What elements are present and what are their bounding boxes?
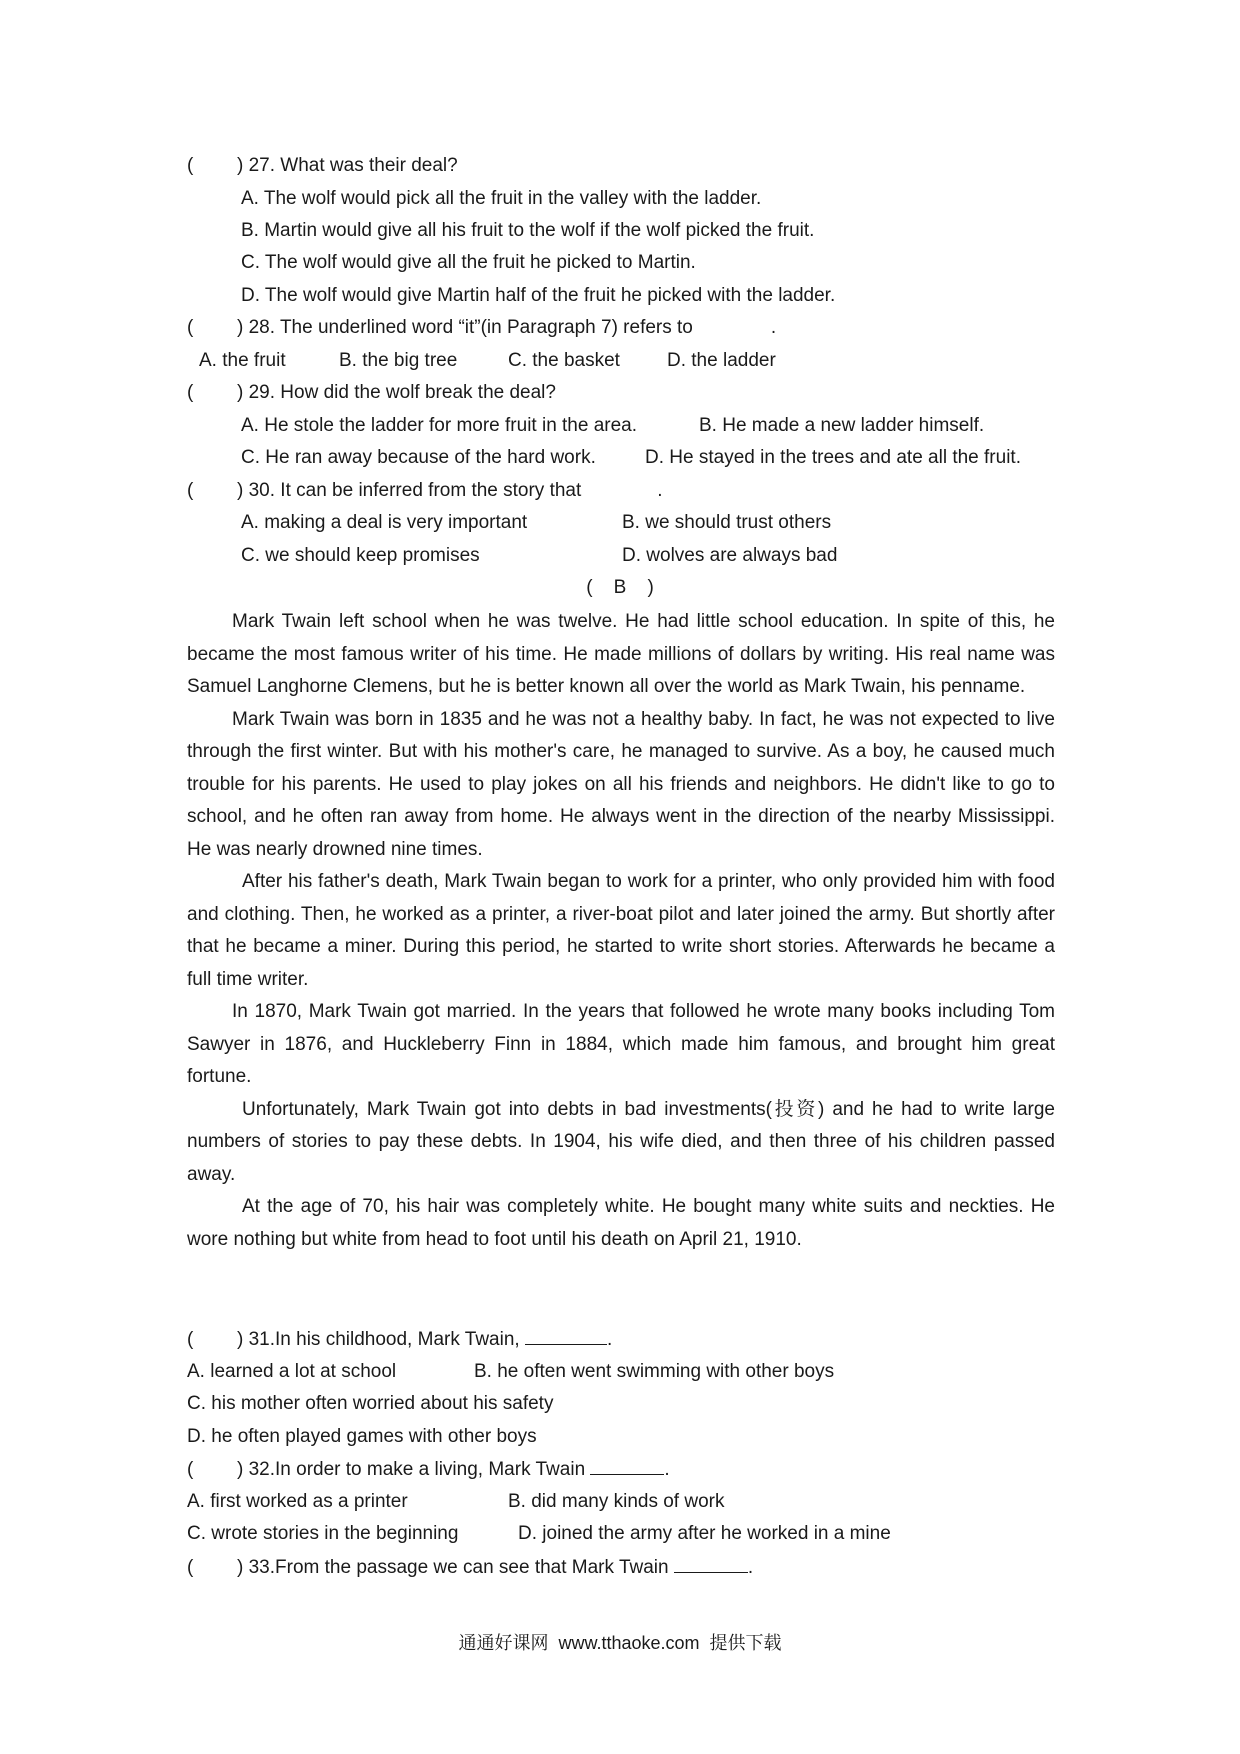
question-stem: ) 31.In his childhood, Mark Twain,: [237, 1329, 520, 1350]
option-30-d: D. wolves are always bad: [622, 545, 838, 566]
option-27-c: C. The wolf would give all the fruit he picked to Martin.: [241, 252, 696, 273]
option-29-b: B. He made a new ladder himself.: [699, 415, 985, 436]
answer-paren: (: [187, 382, 194, 403]
answer-blank[interactable]: [674, 1554, 748, 1573]
passage-paragraph-6: At the age of 70, his hair was completely white. He bought many white suits and neckties. He wore nothing but white from head to foot until his death on April 21, 1910.: [187, 1196, 1055, 1250]
passage-paragraph-2: Mark Twain was born in 1835 and he was not a healthy baby. In fact, he was not expected to live through the first winter. But with his mother's care, he managed to survive. As a boy, he caused much trouble for his parents. He used to play jokes on all his friends and neighbors. He didn't like to go to school, and he often ran away from home. He always went in the direction of the nearby Mississippi. He was nearly drowned nine times.: [187, 708, 1055, 860]
answer-paren: (: [187, 1329, 194, 1350]
question-30: [187, 478, 663, 504]
question-stem: ) 28. The underlined word “it”(in Paragraph 7) refers to: [237, 317, 693, 338]
option-28-c: C. the basket: [508, 350, 620, 371]
option-32-a: A. first worked as a printer: [187, 1491, 408, 1512]
stem-period: .: [664, 1459, 670, 1480]
question-27: [187, 153, 458, 179]
passage-paragraph-5: Unfortunately, Mark Twain got into debts in bad investments(投资) and he had to write large numbers of stories to pay these debts. In 1904, his wife died, and then three of his children passed away.: [187, 1098, 1055, 1185]
section-heading-b: ( B ): [586, 577, 654, 598]
option-30-c: C. we should keep promises: [241, 545, 480, 566]
option-28-d: D. the ladder: [667, 350, 776, 371]
option-29-d: D. He stayed in the trees and ate all the fruit.: [645, 447, 1021, 468]
option-27-a: A. The wolf would pick all the fruit in the valley with the ladder.: [241, 188, 762, 209]
option-28-b: B. the big tree: [339, 350, 458, 371]
question-stem: ) 33.From the passage we can see that Mark Twain: [237, 1557, 669, 1578]
question-29: [187, 380, 556, 406]
option-32-c: C. wrote stories in the beginning: [187, 1523, 459, 1544]
answer-paren: (: [187, 1557, 194, 1578]
passage-paragraph-1: Mark Twain left school when he was twelve. He had little school education. In spite of this, he became the most famous writer of his time. He made millions of dollars by writing. His real name was Samuel Langhorne Clemens, but he is better known all over the world as Mark Twain, his penname.: [187, 611, 1055, 697]
option-31-b: B. he often went swimming with other boys: [474, 1361, 835, 1382]
question-32: [187, 1456, 670, 1483]
question-33: [187, 1554, 753, 1581]
answer-paren: (: [187, 480, 194, 501]
question-stem: ) 27. What was their deal?: [237, 155, 458, 176]
question-stem: ) 32.In order to make a living, Mark Twain: [237, 1459, 586, 1480]
option-29-c: C. He ran away because of the hard work.: [241, 447, 596, 468]
option-32-d: D. joined the army after he worked in a mine: [518, 1523, 891, 1544]
question-stem: ) 30. It can be inferred from the story that: [237, 480, 582, 501]
option-27-b: B. Martin would give all his fruit to the wolf if the wolf picked the fruit.: [241, 220, 815, 241]
passage-paragraph-3: After his father's death, Mark Twain began to work for a printer, who only provided him with food and clothing. Then, he worked as a printer, a river-boat pilot and later joined the army. But shortly after that he became a miner. During this period, he started to write short stories. Afterwards he became a full time writer.: [187, 871, 1055, 990]
option-32-b: B. did many kinds of work: [508, 1491, 725, 1512]
stem-period: .: [606, 1329, 613, 1350]
passage-paragraph-4: In 1870, Mark Twain got married. In the years that followed he wrote many books including Tom Sawyer in 1876, and Huckleberry Finn in 1884, which made him famous, and brought him great fortune.: [187, 1001, 1055, 1087]
question-31: [187, 1326, 612, 1353]
option-30-b: B. we should trust others: [622, 512, 832, 533]
question-stem: ) 29. How did the wolf break the deal?: [237, 382, 556, 403]
answer-blank[interactable]: [525, 1326, 607, 1345]
answer-paren: (: [187, 1459, 194, 1480]
answer-paren: (: [187, 155, 194, 176]
question-28: [187, 315, 776, 341]
answer-blank[interactable]: [590, 1456, 664, 1475]
option-31-c: C. his mother often worried about his safety: [187, 1393, 554, 1414]
option-27-d: D. The wolf would give Martin half of the fruit he picked with the ladder.: [241, 285, 836, 306]
stem-period: .: [770, 317, 777, 338]
option-29-a: A. He stole the ladder for more fruit in the area.: [241, 415, 638, 436]
stem-period: .: [747, 1557, 754, 1578]
page-footer: 通通好课网 www.tthaoke.com 提供下载: [458, 1633, 782, 1653]
option-31-a: A. learned a lot at school: [187, 1361, 397, 1382]
answer-paren: (: [187, 317, 194, 338]
stem-period: .: [657, 480, 663, 501]
passage: [187, 606, 1055, 1256]
option-28-a: A. the fruit: [199, 350, 286, 371]
option-31-d: D. he often played games with other boys: [187, 1426, 537, 1447]
option-30-a: A. making a deal is very important: [241, 512, 528, 533]
